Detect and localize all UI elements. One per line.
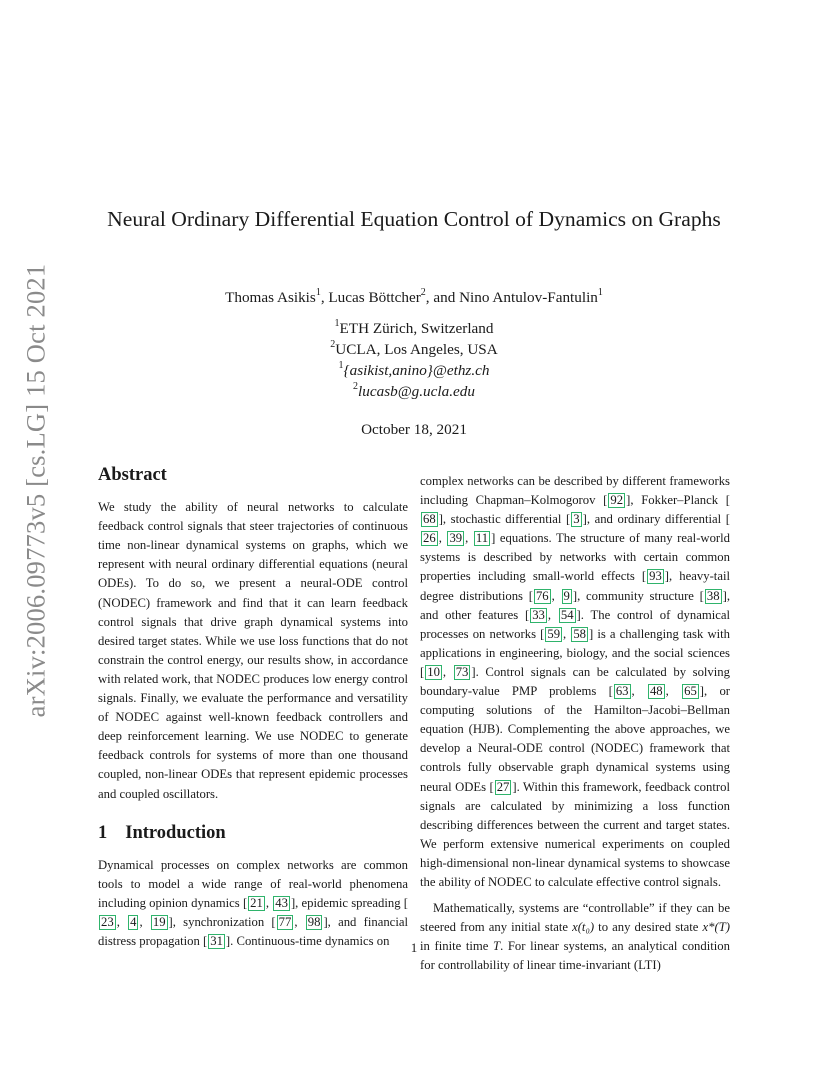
intro-paragraph-1-start: Dynamical processes on complex networks are common tools to model a wide range of real-world phenomena including opinion dynamics [ 21 , 43 ], epidemic spreading [23 , 4 , 19 ], synchronization [ 77 , 98 ], and financial distress propagation [ 31 ]. Continuous-time dynamics on bbox=[98, 857, 409, 949]
author-affiliation-marker: 1 bbox=[315, 286, 321, 298]
left-column bbox=[98, 466, 408, 951]
citation-link[interactable]: 93 bbox=[649, 569, 662, 584]
abstract-heading: Abstract bbox=[98, 465, 167, 485]
affiliations-block bbox=[100, 318, 728, 402]
citation-link[interactable]: 77 bbox=[278, 914, 292, 929]
affiliation-text: lucasb@g.ucla.edu bbox=[358, 383, 475, 400]
affiliation-marker: 2 bbox=[330, 338, 336, 350]
introduction-heading bbox=[98, 824, 408, 843]
citation-link[interactable]: 4 bbox=[130, 914, 137, 929]
intro-paragraph-2: Mathematically, systems are “controllable” if they can be steered from any initial state x(t₀) to any desired state x*(T) in finite time T. For linear systems, an analytical condition for controllability of linear time-invariant (LTI) bbox=[420, 901, 730, 973]
affiliation-line bbox=[100, 381, 728, 402]
author-name: Nino Antulov-Fantulin bbox=[459, 289, 598, 306]
citation-link[interactable]: 19 bbox=[152, 914, 166, 929]
citation-link[interactable]: 31 bbox=[210, 934, 223, 949]
author-affiliation-marker: 1 bbox=[597, 286, 603, 298]
citation-link[interactable]: 76 bbox=[535, 588, 549, 603]
section-title: Introduction bbox=[125, 822, 226, 843]
abstract-text: We study the ability of neural networks to calculate feedback control signals that steer trajectories of continuous time non-linear dynamical systems on graphs, which we represent with neural ordinary differential equations (neural ODEs). To do so, we present a neural-ODE control (NODEC) framework and find that it can learn feedback control signals that drive graph dynamical systems into desired target states. While we use loss functions that do not constrain the control energy, our results show, in accordance with related work, that NODEC produces low energy control signals. Finally, we evaluate the performance and versatility of NODEC against well-known feedback controllers and deep reinforcement learning. We use NODEC to generate feedback controls for systems of more than one thousand coupled, non-linear ODEs that represent epidemic processes and coupled oscillators. bbox=[98, 500, 408, 801]
citation-link[interactable]: 26 bbox=[423, 531, 436, 546]
citation-link[interactable]: 92 bbox=[610, 493, 624, 508]
citation-link[interactable]: 39 bbox=[449, 531, 463, 546]
citation-link[interactable]: 27 bbox=[496, 779, 510, 794]
citation-link[interactable]: 59 bbox=[547, 626, 561, 641]
affiliation-line bbox=[100, 360, 728, 381]
citation-link[interactable]: 23 bbox=[101, 914, 114, 929]
author-affiliation-marker: 2 bbox=[420, 286, 426, 298]
citation-link[interactable]: 11 bbox=[475, 531, 489, 546]
citation-link[interactable]: 68 bbox=[423, 512, 436, 527]
citation-link[interactable]: 33 bbox=[532, 607, 545, 622]
citation-link[interactable]: 21 bbox=[250, 895, 263, 910]
citation-link[interactable]: 54 bbox=[560, 607, 574, 622]
citation-link[interactable]: 73 bbox=[455, 664, 469, 679]
affiliation-text: ETH Zürich, Switzerland bbox=[339, 320, 494, 337]
inline-math: x*(T) bbox=[702, 920, 730, 935]
citation-link[interactable]: 43 bbox=[275, 895, 288, 910]
section-number: 1 bbox=[98, 822, 108, 843]
inline-math: x(t₀) bbox=[572, 920, 595, 935]
paper-date: October 18, 2021 bbox=[361, 421, 467, 438]
right-column bbox=[420, 472, 730, 975]
affiliation-marker: 1 bbox=[338, 359, 344, 371]
affiliation-text: UCLA, Los Angeles, USA bbox=[335, 341, 498, 358]
citation-link[interactable]: 48 bbox=[649, 684, 663, 699]
citation-link[interactable]: 58 bbox=[573, 626, 586, 641]
author-line: Thomas Asikis$^1$, Lucas Böttcher$^2$, and Nino Antulov-Fantulin$^1$ bbox=[225, 286, 603, 306]
paper-title: Neural Ordinary Differential Equation Control of Dynamics on Graphs bbox=[107, 207, 721, 231]
inline-math: T bbox=[493, 939, 501, 954]
intro-paragraph-1-cont: complex networks can be described by different frameworks including Chapman–Kolmogorov [ 92 ], Fokker–Planck [68 ], stochastic differential [ 3 ], and ordinary differential [26 , 39 , 11 ] equations. The structure of many real-world systems is described by networks with certain common properties including small-world effects [ 93 ], heavy-tail degree distributions [ 76 , 9 ], community structure [ 38 ], and other features [ 33 , 54 ]. The control of dynamical processes on networks [ 59 , 58 ] is a challenging task with applications in engineering, biology, and the social sciences [ 10 , 73 ]. Control signals can be calculated by solving boundary-value PMP problems [ 63 , 48 , 65 ], or computing solutions of the Hamilton–Jacobi–Bellman equation (HJB). Complementing the above approaches, we develop a Neural-ODE control (NODEC) framework that controls fully observable graph dynamical systems using neural ODEs [ 27 ]. Within this framework, feedback control signals are calculated by minimizing a loss function describing differences between the current and target states. We perform extensive numerical experiments on coupled high-dimensional non-linear dynamical systems to showcase the ability of NODEC to calculate effective control signals. bbox=[420, 474, 731, 889]
citation-link[interactable]: 65 bbox=[684, 684, 697, 699]
citation-link[interactable]: 10 bbox=[427, 664, 440, 679]
citation-link[interactable]: 3 bbox=[573, 512, 580, 527]
author-name: Thomas Asikis bbox=[225, 289, 316, 306]
page-number: 1 bbox=[410, 940, 418, 955]
citation-link[interactable]: 38 bbox=[706, 588, 720, 603]
arxiv-identifier-margin bbox=[16, 263, 56, 717]
affiliation-text: {asikist,anino}@ethz.ch bbox=[343, 362, 490, 379]
affiliation-marker: 2 bbox=[353, 380, 359, 392]
affiliation-marker: 1 bbox=[334, 317, 340, 329]
author-name: Lucas Böttcher bbox=[328, 289, 421, 306]
affiliation-line bbox=[100, 339, 728, 360]
citation-link[interactable]: 9 bbox=[563, 588, 570, 603]
citation-link[interactable]: 63 bbox=[615, 684, 629, 699]
arxiv-identifier: arXiv:2006.09773v5 [cs.LG] 15 Oct 2021 bbox=[20, 263, 51, 717]
affiliation-line bbox=[100, 318, 728, 339]
citation-link[interactable]: 98 bbox=[307, 914, 321, 929]
